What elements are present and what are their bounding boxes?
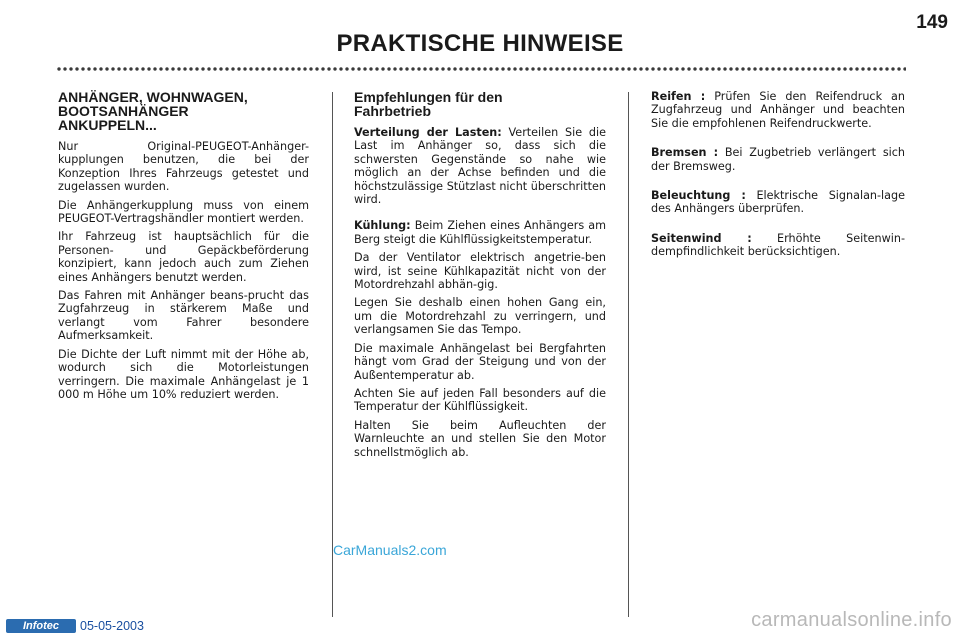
footer-site-watermark: carmanualsonline.info [751, 609, 952, 631]
paragraph: Die Dichte der Luft nimmt mit der Höhe ab, wodurch sich die Motorleistungen verringern. Die maximale Anhängelast je 1 000 m Höhe um 10% reduziert werden. [58, 347, 309, 401]
paragraph: Die maximale Anhängelast bei Bergfahrten hängt vom Grad der Steigung und von der Außentemperatur ab. [354, 341, 606, 382]
heading-line: ANKUPPELN... [58, 117, 157, 133]
text-crosswind: Erhöhte Seitenwin-dempfindlichkeit berücksichtigen. [651, 231, 905, 259]
label-lighting: Beleuchtung : [651, 189, 746, 203]
paragraph: Da der Ventilator elektrisch angetrie-ben wird, ist seine Kühlkapazität nicht von der Motordrehzahl abhän-gig. [354, 251, 606, 292]
paragraph: Achten Sie auf jeden Fall besonders auf die Temperatur der Kühlflüssigkeit. [354, 386, 606, 414]
column-checks [651, 90, 905, 275]
paragraph: Nur Original-PEUGEOT-Anhänger-kupplungen benutzen, die bei der Konzeption Ihres Fahrzeugs getestet und zugelassen wurden. [58, 140, 309, 194]
paragraph: Ihr Fahrzeug ist hauptsächlich für die Personen- und Gepäckbeförderung konzipiert, kann jedoch auch zum Ziehen eines Anhängers benutzt werden. [58, 230, 309, 284]
column-driving-recommendations [354, 90, 606, 464]
watermark-link[interactable]: CarManuals2.com [333, 542, 447, 558]
paragraph: Legen Sie deshalb einen hohen Gang ein, um die Motordrehzahl zu verringern, und verlangsamen Sie das Tempo. [354, 296, 606, 337]
section-heading-recommendations [354, 90, 606, 118]
infotec-logo: Infotec [6, 619, 76, 633]
text-load-distribution: Verteilen Sie die Last im Anhänger so, dass sich die schwersten Gegenstände so nahe wie möglich an der Achse befinden und die höchstzulässige Stützlast nicht überschritten wird. [354, 126, 606, 207]
text-brakes: Bei Zugbetrieb verlängert sich der Bremsweg. [651, 146, 905, 173]
heading-line: ANHÄNGER, WOHNWAGEN, [58, 89, 248, 105]
footer-date: 05-05-2003 [80, 619, 144, 633]
paragraph: Das Fahren mit Anhänger beans-prucht das Zugfahrzeug in stärkerem Maße und verlangt vom Fahrer besondere Aufmerksamkeit. [58, 289, 309, 343]
paragraph-load-distribution [354, 126, 606, 206]
label-load-distribution: Verteilung der Lasten: [354, 126, 502, 139]
paragraph: Halten Sie beim Aufleuchten der Warnleuchte an und stellen Sie den Motor schnellstmöglich ab. [354, 418, 606, 459]
label-cooling: Kühlung: [354, 219, 411, 233]
paragraph-cooling [354, 219, 606, 246]
paragraph-brakes [651, 146, 905, 173]
page-number: 149 [916, 12, 948, 33]
heading-line: Fahrbetrieb [354, 103, 432, 119]
section-heading-trailer [58, 90, 309, 132]
label-tyres: Reifen : [651, 90, 706, 103]
text-lighting: Elektrische Signalan-lage des Anhängers überprüfen. [651, 189, 905, 216]
paragraph-tyres [651, 90, 905, 130]
paragraph-lighting [651, 189, 905, 216]
dotted-divider [56, 66, 906, 72]
heading-line: BOOTSANHÄNGER [58, 103, 189, 119]
column-divider-right [628, 92, 629, 617]
column-trailer-intro [58, 90, 309, 406]
text-tyres: Prüfen Sie den Reifendruck an Zugfahrzeug und Anhänger und beachten Sie die empfohlenen Reifendruckwerte. [651, 90, 905, 130]
heading-line: Empfehlungen für den [354, 89, 503, 105]
column-divider-left [332, 92, 333, 617]
label-brakes: Bremsen : [651, 146, 719, 160]
text-cooling: Beim Ziehen eines Anhängers am Berg steigt die Kühlflüssigkeitstemperatur. [354, 219, 606, 246]
paragraph-crosswind [651, 232, 905, 259]
paragraph: Die Anhängerkupplung muss von einem PEUGEOT-Vertragshändler montiert werden. [58, 198, 309, 226]
label-crosswind: Seitenwind : [651, 231, 752, 245]
page-title: PRAKTISCHE HINWEISE [336, 30, 624, 57]
